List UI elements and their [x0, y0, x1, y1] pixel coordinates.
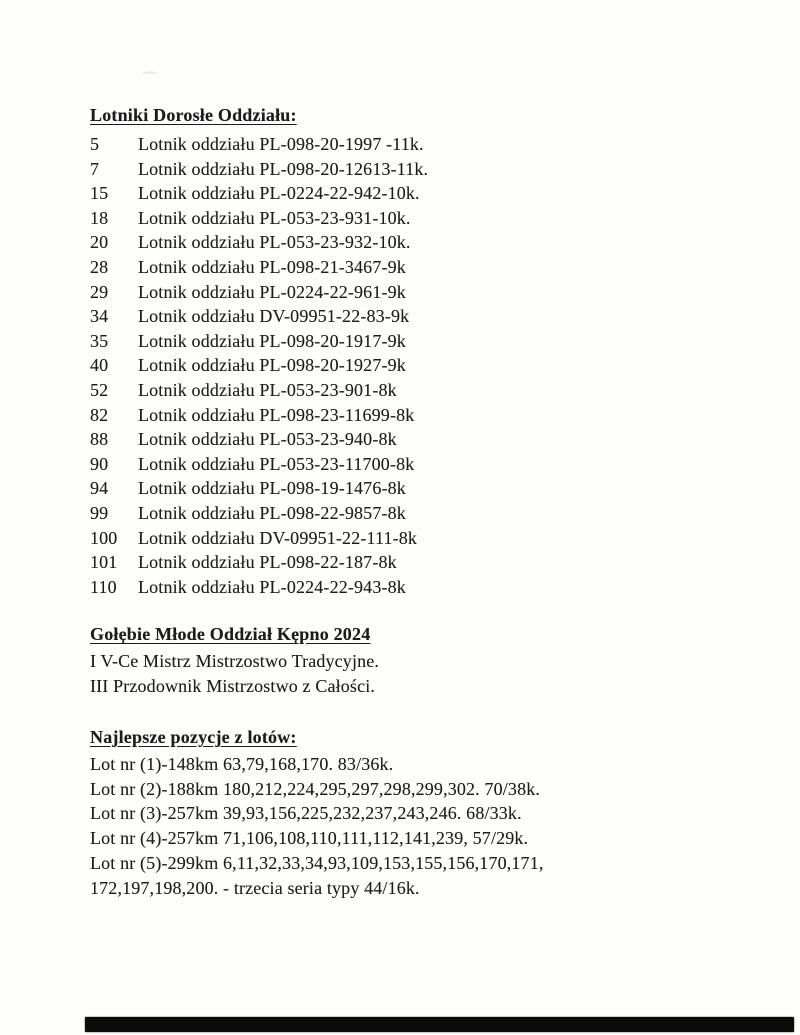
- item-rank: 40: [90, 355, 109, 376]
- flyer-list: [90, 132, 760, 599]
- item-rank: 100: [90, 527, 118, 548]
- item-rank: 29: [90, 281, 109, 302]
- list-item: [90, 501, 760, 526]
- list-item: [90, 378, 760, 403]
- item-text: Lotnik oddziału PL-053-23-932-10k.: [138, 232, 411, 253]
- list-item: [90, 550, 760, 575]
- list-item: [90, 230, 760, 255]
- scan-smudge-artifact: [142, 72, 158, 76]
- item-rank: 88: [90, 429, 109, 450]
- item-text: Lotnik oddziału PL-0224-22-961-9k: [138, 281, 406, 302]
- item-rank: 110: [90, 576, 117, 597]
- item-rank: 18: [90, 207, 109, 228]
- list-item: [90, 353, 760, 378]
- list-item: [90, 526, 760, 551]
- young-pigeons-lines: [90, 649, 760, 699]
- list-item: [90, 403, 760, 428]
- text-line: Lot nr (5)-299km 6,11,32,33,34,93,109,153,155,156,170,171,: [90, 853, 544, 874]
- item-text: Lotnik oddziału DV-09951-22-83-9k: [138, 306, 410, 327]
- list-item: [90, 575, 760, 600]
- best-positions-lines: [90, 752, 760, 901]
- list-item: [90, 206, 760, 231]
- text-line: Lot nr (3)-257km 39,93,156,225,232,237,243,246. 68/33k.: [90, 803, 522, 824]
- scan-smudge-artifact: [466, 78, 486, 90]
- item-text: Lotnik oddziału PL-0224-22-943-8k: [138, 576, 406, 597]
- section-title-adult-flyers: Lotniki Dorosłe Oddziału:: [90, 105, 297, 125]
- section-title-young-pigeons: Gołębie Młode Oddział Kępno 2024: [90, 624, 371, 645]
- item-rank: 34: [90, 306, 109, 327]
- item-text: Lotnik oddziału PL-098-20-1997 -11k.: [138, 134, 424, 154]
- item-text: Lotnik oddziału PL-0224-22-942-10k.: [138, 183, 420, 204]
- item-rank: 20: [90, 232, 109, 253]
- item-text: Lotnik oddziału PL-098-20-12613-11k.: [138, 158, 429, 179]
- item-rank: 82: [90, 404, 109, 425]
- item-text: Lotnik oddziału PL-098-23-11699-8k: [138, 404, 415, 425]
- text-line: 172,197,198,200. - trzecia seria typy 44/16k.: [90, 877, 420, 898]
- list-item: [90, 132, 760, 157]
- item-rank: 94: [90, 478, 109, 499]
- list-item: [90, 427, 760, 452]
- text-line: Lot nr (2)-188km 180,212,224,295,297,298,299,302. 70/38k.: [90, 778, 541, 799]
- list-item: [90, 280, 760, 305]
- text-line: I V-Ce Mistrz Mistrzostwo Tradycyjne.: [90, 651, 380, 672]
- item-text: Lotnik oddziału PL-053-23-901-8k: [138, 379, 397, 400]
- item-rank: 7: [90, 158, 100, 179]
- item-rank: 101: [90, 552, 118, 573]
- item-text: Lotnik oddziału PL-098-22-187-8k: [138, 552, 397, 573]
- section-title-best-positions: Najlepsze pozycje z lotów:: [90, 726, 297, 747]
- item-text: Lotnik oddziału DV-09951-22-111-8k: [138, 527, 418, 548]
- text-line: Lot nr (4)-257km 71,106,108,110,111,112,141,239, 57/29k.: [90, 828, 529, 849]
- list-item: [90, 304, 760, 329]
- item-text: Lotnik oddziału PL-098-22-9857-8k: [138, 502, 406, 523]
- list-item: [90, 452, 760, 477]
- list-item: [90, 329, 760, 354]
- item-text: Lotnik oddziału PL-098-20-1917-9k: [138, 330, 406, 351]
- item-rank: 5: [90, 134, 100, 154]
- text-line: III Przodownik Mistrzostwo z Całości.: [90, 676, 376, 697]
- list-item: [90, 255, 760, 280]
- item-text: Lotnik oddziału PL-098-20-1927-9k: [138, 355, 406, 376]
- list-item: [90, 157, 760, 182]
- item-text: Lotnik oddziału PL-053-23-11700-8k: [138, 453, 415, 474]
- item-rank: 90: [90, 453, 109, 474]
- section-best-positions: [90, 725, 760, 901]
- list-item: [90, 476, 760, 501]
- item-rank: 52: [90, 379, 109, 400]
- item-rank: 35: [90, 330, 109, 351]
- item-text: Lotnik oddziału PL-053-23-931-10k.: [138, 207, 411, 228]
- item-rank: 99: [90, 502, 109, 523]
- list-item: [90, 181, 760, 206]
- item-text: Lotnik oddziału PL-098-21-3467-9k: [138, 256, 406, 277]
- item-rank: 15: [90, 183, 109, 204]
- item-text: Lotnik oddziału PL-053-23-940-8k: [138, 429, 397, 450]
- scan-edge-artifact-bar: [85, 1017, 794, 1032]
- text-line: Lot nr (1)-148km 63,79,168,170. 83/36k.: [90, 753, 394, 774]
- section-young-pigeons: [90, 622, 760, 699]
- item-text: Lotnik oddziału PL-098-19-1476-8k: [138, 478, 406, 499]
- document-content: [90, 103, 760, 901]
- item-rank: 28: [90, 256, 109, 277]
